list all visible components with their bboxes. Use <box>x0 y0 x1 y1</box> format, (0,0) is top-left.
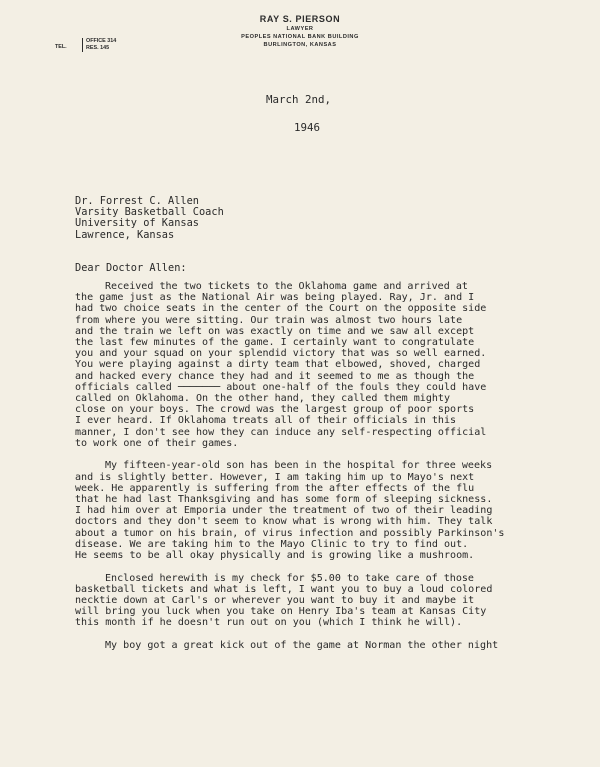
text-line: You were playing against a dirty team that elbowed, shoved, charged <box>75 359 481 371</box>
text-line: that he had last Thanksgiving and has some form of sleeping sickness. <box>75 494 493 506</box>
text-line: necktie down at Carl's or wherever you want to buy it and maybe it <box>75 595 475 607</box>
paragraph <box>75 281 555 449</box>
salutation: Dear Doctor Allen: <box>75 262 187 274</box>
letterhead-title: LAWYER <box>286 26 314 32</box>
text-line: officials called ─────── about one-half of the fouls they could have <box>75 381 487 393</box>
text-line: and the train we left on was exactly on time and we saw all except <box>75 325 475 337</box>
text-line: had two choice seats in the center of the Court on the opposite side <box>75 303 487 315</box>
text-line: about a tumor on his brain, of virus infection and possibly Parkinson's <box>75 527 505 539</box>
address-line: Lawrence, Kansas <box>75 228 175 241</box>
paragraph <box>75 460 555 561</box>
text-line: disease. We are taking him to the Mayo Clinic to try to find out. <box>75 538 469 550</box>
text-line: basketball tickets and what is left, I want you to buy a loud colored <box>75 583 493 595</box>
address-line: Varsity Basketball Coach <box>75 206 224 219</box>
text-line: I had him over at Emporia under the treatment of two of their leading <box>75 505 493 517</box>
residence-number: RES. 145 <box>86 45 110 51</box>
letterhead-name: RAY S. PIERSON <box>259 14 341 24</box>
address-line: Dr. Forrest C. Allen <box>75 195 199 207</box>
text-line: My boy got a great kick out of the game at Norman the other night <box>105 640 499 652</box>
office-number: OFFICE 314 <box>86 38 117 44</box>
text-line: Enclosed herewith is my check for $5.00 to take care of those <box>105 572 474 584</box>
text-line: My fifteen-year-old son has been in the hospital for three weeks <box>105 460 493 472</box>
text-line: He seems to be all okay physically and is growing like a mushroom. <box>75 550 475 562</box>
recipient-address <box>75 196 224 241</box>
text-line: doctors and they don't seem to know what is wrong with him. They talk <box>75 516 493 528</box>
text-line: and is slightly better. However, I am taking him up to Mayo's next <box>75 471 475 483</box>
text-line: the game just as the National Air was being played. Ray, Jr. and I <box>75 292 475 304</box>
text-line: manner, I don't see how they can induce any self-respecting official <box>75 426 487 438</box>
letterhead-building: PEOPLES NATIONAL BANK BUILDING <box>241 34 359 40</box>
text-line: I ever heard. If Oklahoma treats all of their officials in this <box>75 415 457 427</box>
telephone-label: TEL. <box>55 44 67 50</box>
text-line: you and your squad on your splendid victory that was so well earned. <box>75 348 487 360</box>
paragraph <box>75 640 555 651</box>
text-line: to work one of their games. <box>75 437 239 449</box>
date-day: March 2nd, <box>266 93 332 106</box>
text-line: called on Oklahoma. On the other hand, they called them mighty <box>75 393 451 405</box>
text-line: close on your boys. The crowd was the largest group of poor sports <box>75 404 475 416</box>
telephone-numbers <box>82 38 116 52</box>
text-line: this month if he doesn't run out on you (which I think he will). <box>75 617 463 629</box>
letterhead-city: BURLINGTON, KANSAS <box>263 42 337 48</box>
letter-body <box>75 281 555 663</box>
letter-date <box>266 86 331 142</box>
address-line: University of Kansas <box>75 217 199 230</box>
text-line: and hacked every chance they had and it seemed to me as though the <box>75 370 475 382</box>
text-line: Received the two tickets to the Oklahoma game and arrived at <box>105 281 468 292</box>
date-year: 1946 <box>294 121 321 134</box>
text-line: week. He apparently is suffering from the after effects of the flu <box>75 482 475 494</box>
paragraph <box>75 573 555 629</box>
text-line: from where you were sitting. Our train was almost two hours late <box>75 314 463 326</box>
text-line: will bring you luck when you take on Henry Iba's team at Kansas City <box>75 606 487 618</box>
text-line: the last few minutes of the game. I certainly want to congratulate <box>75 337 475 349</box>
